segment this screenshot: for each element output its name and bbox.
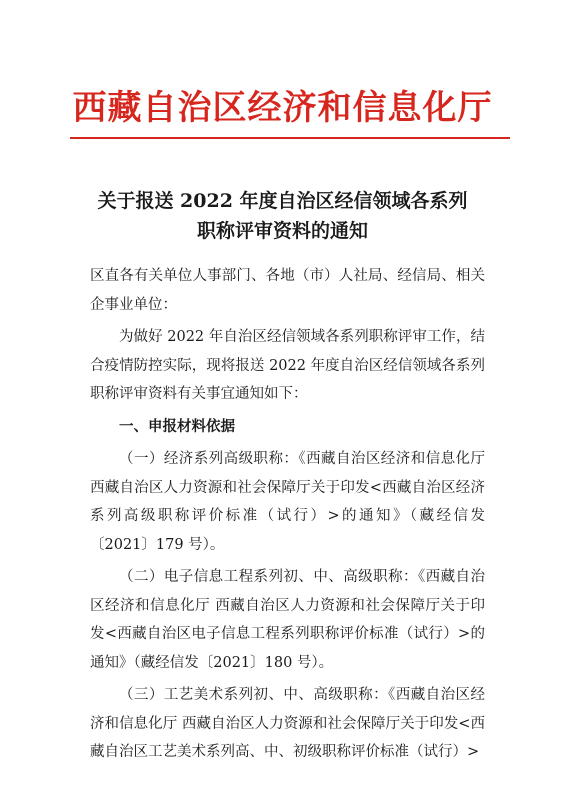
document-title-line-2: 职称评审资料的通知: [196, 220, 368, 242]
item-paragraph-3: （三）工艺美术系列初、中、高级职称：《西藏自治区经济和信息化厅 西藏自治区人力资源和社会保障厅关于印发<西藏自治区工艺美术系列高、中、初级职称评价标准（试行）>: [90, 687, 485, 760]
org-header-title: 西藏自治区经济和信息化厅: [72, 88, 493, 128]
item-paragraph-1: （一）经济系列高级职称：《西藏自治区经济和信息化厅 西藏自治区人力资源和社会保障厅关于印发<西藏自治区经济系列高级职称评价标准（试行）>的通知》（藏经信发〔2021〕179 号）。: [90, 451, 485, 553]
item-paragraph-2: （二）电子信息工程系列初、中、高级职称：《西藏自治区经济和信息化厅 西藏自治区人力资源和社会保障厅关于印发<西藏自治区电子信息工程系列职称评价标准（试行）>的通知》（藏经信发〔2021〕180 号）。: [90, 569, 485, 671]
section-heading: 一、申报材料依据: [119, 417, 235, 435]
header-red-rule: [70, 137, 510, 139]
recipients-paragraph: 区直各有关单位人事部门、各地（市）人社局、经信局、相关企事业单位：: [90, 268, 485, 313]
document-title: [0, 186, 565, 246]
intro-paragraph: 为做好 2022 年自治区经信领域各系列职称评审工作，结合疫情防控实际，现将报送 2022 年度自治区经信领域各系列职称评审资料有关事宜通知如下：: [90, 329, 485, 402]
document-title-line-1: 关于报送 2022 年度自治区经信领域各系列: [97, 190, 468, 212]
document-body: [90, 262, 485, 771]
